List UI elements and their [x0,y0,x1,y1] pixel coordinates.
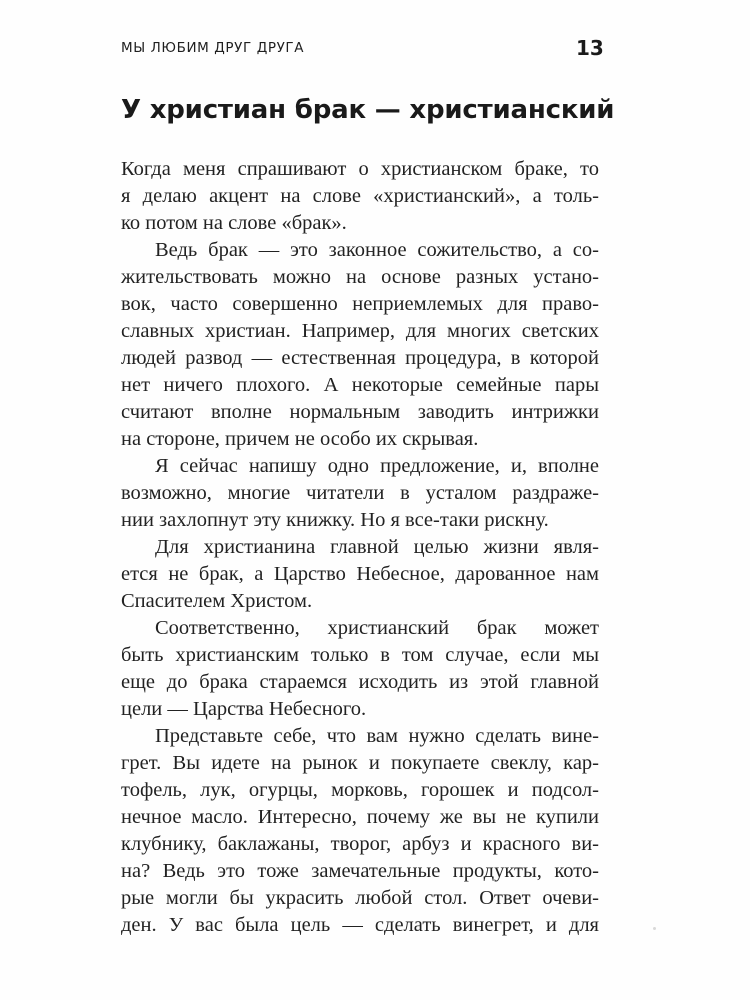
text-line: на стороне, причем не особо их скрывая. [121,428,479,450]
text-line: вок, часто совершенно неприемлемых для право- [121,293,599,315]
running-head: МЫ ЛЮБИМ ДРУГ ДРУГА [121,40,305,56]
text-line: еще до брака стараемся исходить из этой главной [121,671,599,693]
text-line: жительствовать можно на основе разных устано- [121,266,599,288]
text-line: рые могли бы украсить любой стол. Ответ очеви- [121,887,599,909]
text-line: нии захлопнут эту книжку. Но я все-таки рискну. [121,509,549,531]
text-line: Представьте себе, что вам нужно сделать вине- [155,725,599,747]
text-line: считают вполне нормальным заводить интрижки [121,401,599,423]
page-number: 13 [576,36,604,60]
text-line: быть христианским только в том случае, если мы [121,644,599,666]
text-line: ден. У вас была цель — сделать винегрет, и для [121,914,599,936]
text-line: я делаю акцент на слове «христианский», а толь- [121,185,599,207]
text-line: Когда меня спрашивают о христианском браке, то [121,158,599,180]
paper-speck [653,927,656,930]
text-line: на? Ведь это тоже замечательные продукты, кото- [121,860,599,882]
text-line: Ведь брак — это законное сожительство, а со- [155,239,599,261]
text-line: Соответственно, христианский брак может [155,617,599,639]
text-line: ется не брак, а Царство Небесное, дарованное нам [121,563,599,585]
text-line: людей развод — естественная процедура, в которой [121,347,599,369]
text-line: Для христианина главной целью жизни явля- [155,536,599,558]
text-line: тофель, лук, огурцы, морковь, горошек и подсол- [121,779,599,801]
text-line: нечное масло. Интересно, почему же вы не купили [121,806,599,828]
body-text [121,156,599,939]
text-line: возможно, многие читатели в усталом раздраже- [121,482,599,504]
chapter-title: У христиан брак — христианский [121,95,615,125]
text-line: цели — Царства Небесного. [121,698,367,720]
text-line: ко потом на слове «брак». [121,212,347,234]
text-line: славных христиан. Например, для многих светских [121,320,599,342]
text-line: Спасителем Христом. [121,590,313,612]
text-line: клубнику, баклажаны, творог, арбуз и красного ви- [121,833,599,855]
text-line: Я сейчас напишу одно предложение, и, вполне [155,455,599,477]
text-line: нет ничего плохого. А некоторые семейные пары [121,374,599,396]
text-line: грет. Вы идете на рынок и покупаете свеклу, кар- [121,752,599,774]
